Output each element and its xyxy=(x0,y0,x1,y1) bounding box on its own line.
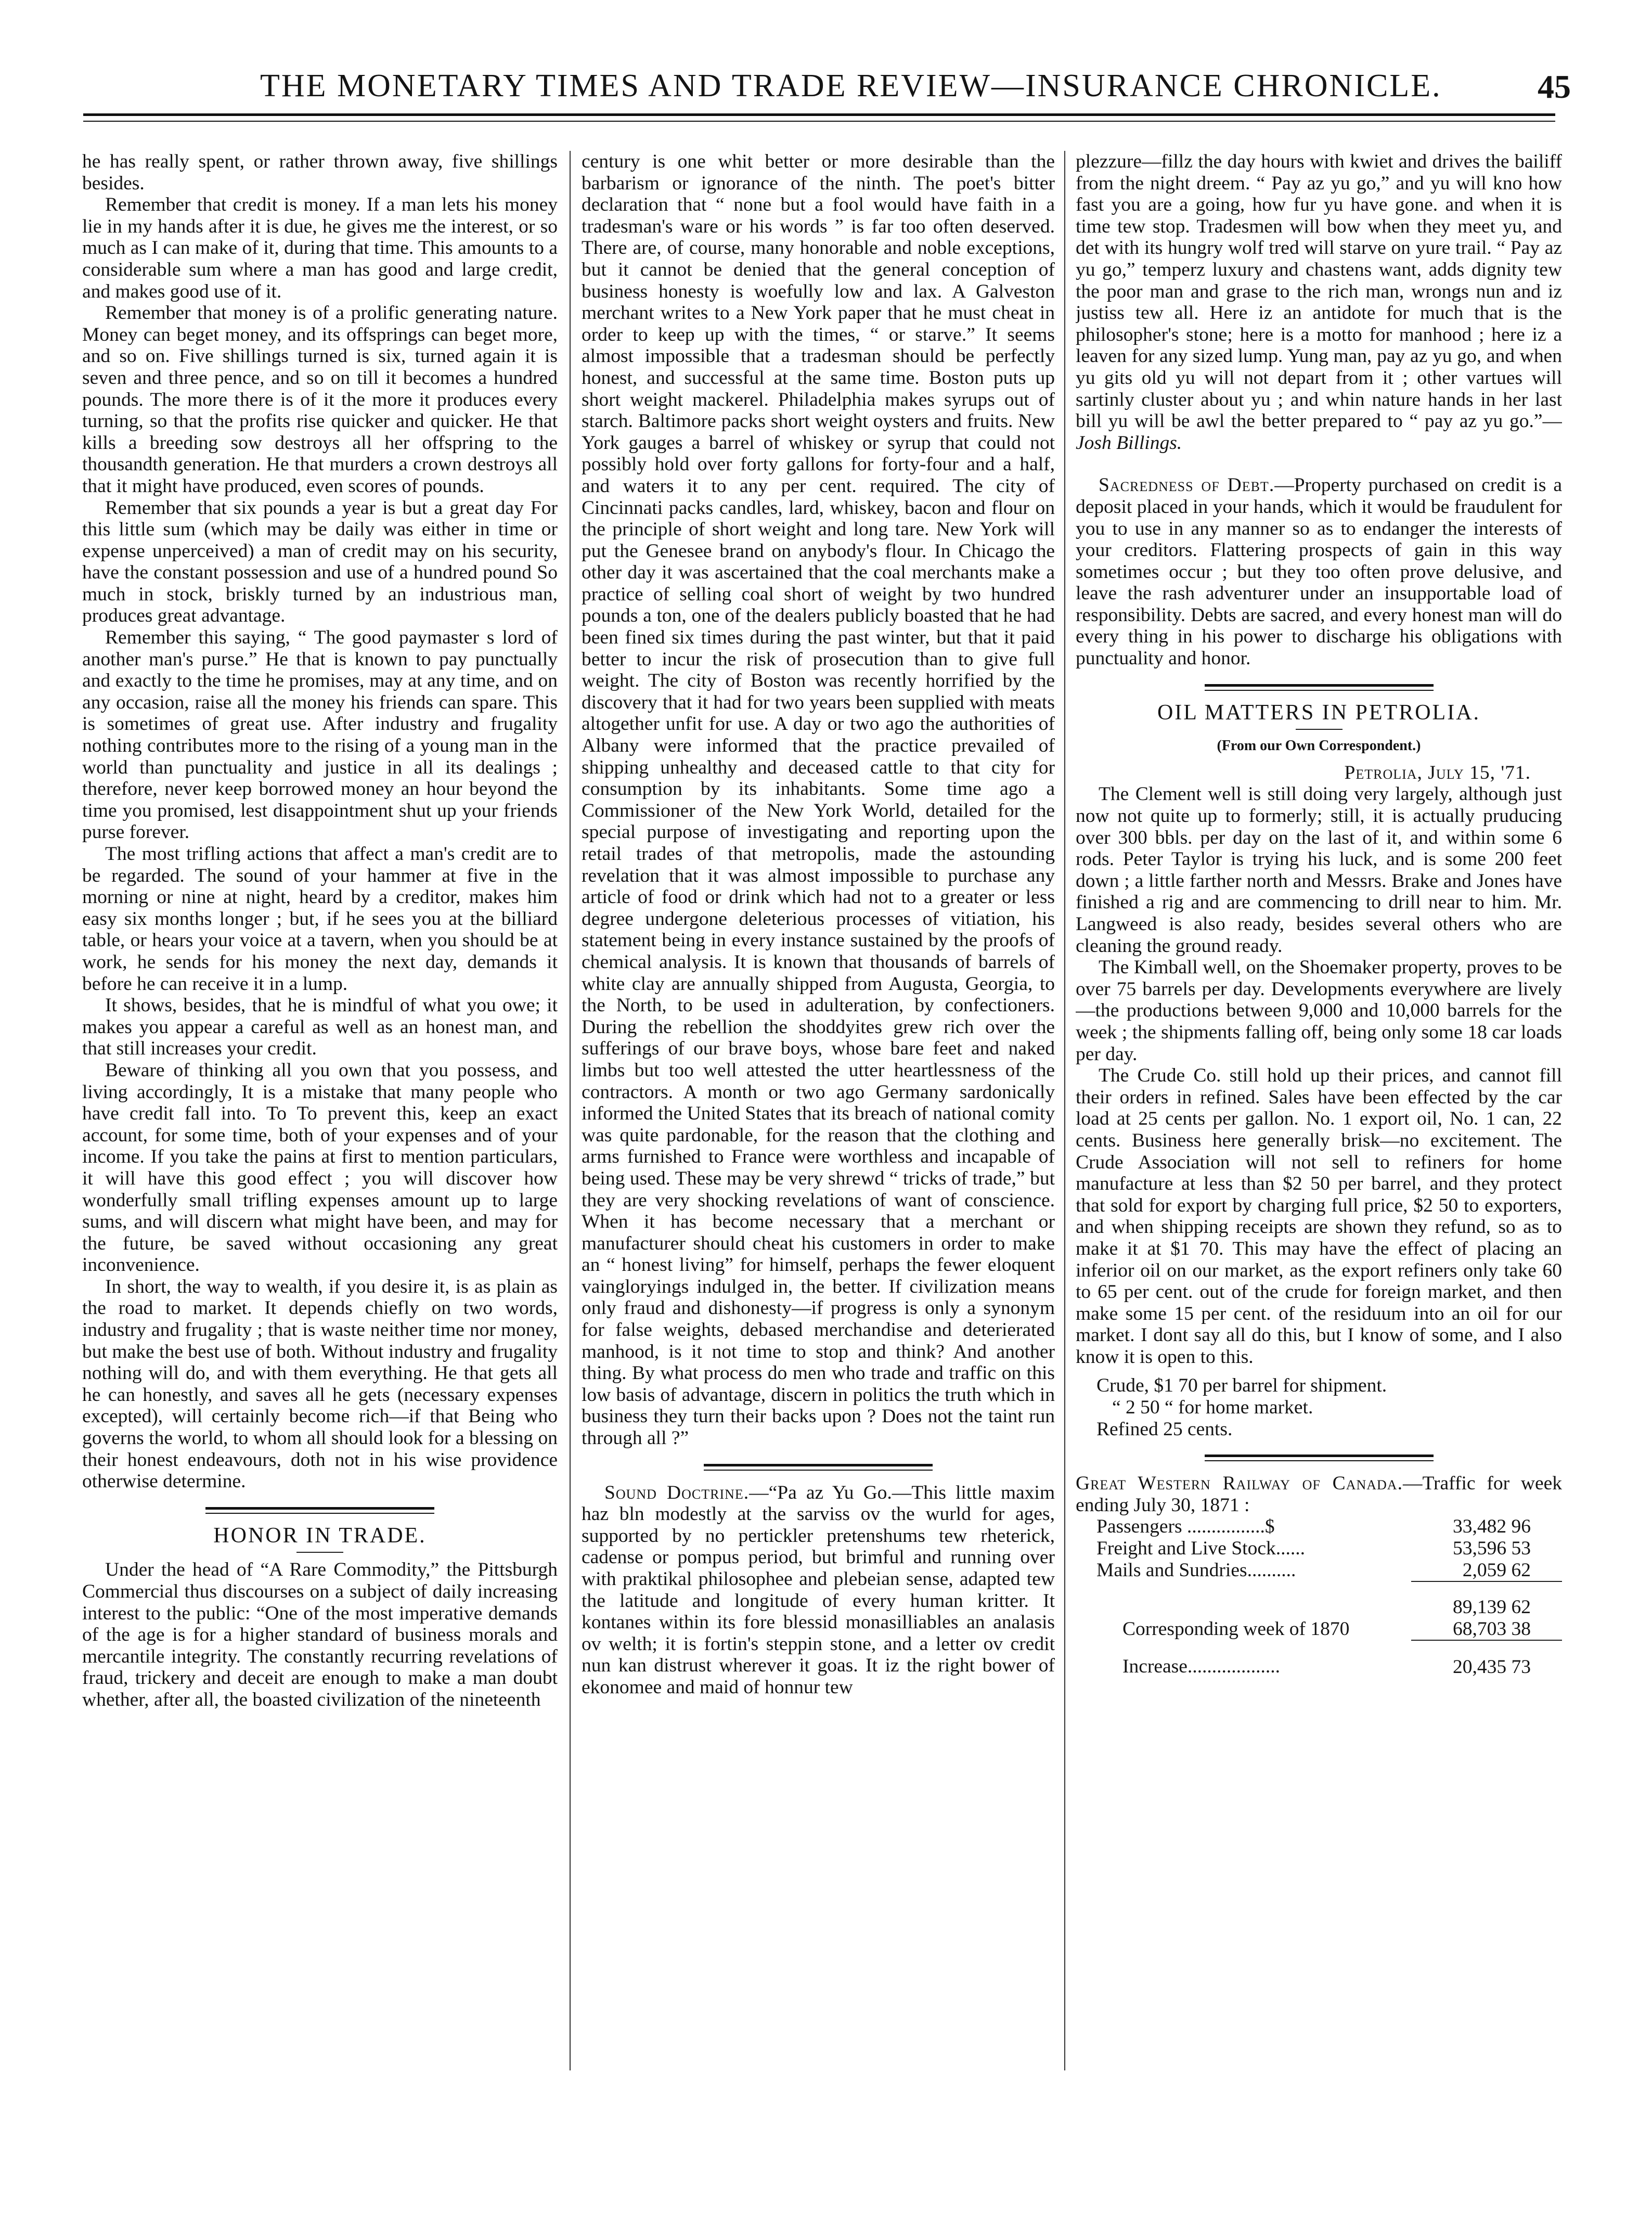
paragraph: The Kimball well, on the Shoemaker property, proves to be over 75 barrels per day. Developments everywhere are lively—the productions between 9,000 and 10,000 barrels for the week ; the shipments falling off, being only some 18 car loads per day. xyxy=(1076,957,1562,1065)
price-line: Refined 25 cents. xyxy=(1096,1418,1233,1440)
table-row xyxy=(1076,1516,1562,1538)
paragraph xyxy=(1076,1473,1562,1516)
paragraph: he has really spent, or rather thrown away, five shillings besides. xyxy=(82,151,558,194)
author-signature: Josh Billings. xyxy=(1076,432,1182,454)
row-value: 33,482 96 xyxy=(1453,1516,1531,1538)
table-row xyxy=(1076,1640,1562,1678)
heading-rule xyxy=(1296,729,1343,730)
header-rule-thin xyxy=(83,121,1555,122)
article-subheading: (From our Own Correspondent.) xyxy=(1217,738,1421,754)
paragraph: Remember that six pounds a year is but a great day For this little sum (which may be daily was either in time or expense unperceived) a man of credit may on his security, have the constant possession and use of a hundred pound So much in stock, briskly turned by an industrious man, produces great advantage. xyxy=(82,497,558,627)
section-divider xyxy=(704,1464,933,1471)
paragraph xyxy=(582,1482,1055,1698)
paragraph: In short, the way to wealth, if you desire it, is as plain as the road to market. It depends chiefly on two words, industry and frugality ; that is waste neither time nor money, but make the best use of both. Without industry and frugality nothing will do, and with them everything. He that gets all he can honestly, and saves all he gets (necessary expenses excepted), will certainly become rich—if that Being who governs the world, to whom all should look for a blessing on their honest endeavours, doth not in his wise providence otherwise determine. xyxy=(82,1276,558,1492)
row-label: Corresponding week of 1870 xyxy=(1122,1618,1350,1640)
article-heading: HONOR IN TRADE. xyxy=(213,1523,427,1548)
row-label: Freight and Live Stock...... xyxy=(1096,1538,1305,1560)
paragraph-text: —Property purchased on credit is a deposit placed in your hands, which it would be fraudulent for you to use in any manner so as to endanger the interests of your creditors. Flattering prospects of gain in this way sometimes occur ; but they too often prove delusive, and leave the rash adventurer under an insupportable load of responsibility. Debts are sacred, and every honest man will do every thing in his power to discharge his obligations with punctuality and honor. xyxy=(1076,474,1562,670)
run-in-heading: Great Western Railway of Canada. xyxy=(1076,1473,1403,1495)
row-value: 53,596 53 xyxy=(1453,1538,1531,1560)
article-heading: OIL MATTERS IN PETROLIA. xyxy=(1157,700,1481,725)
page-title: THE MONETARY TIMES AND TRADE REVIEW—INSURANCE CHRONICLE. xyxy=(260,68,1442,104)
column-3 xyxy=(1076,151,1562,2076)
row-label: Passengers ................$ xyxy=(1096,1516,1275,1538)
table-row xyxy=(1076,1560,1562,1582)
column-2 xyxy=(582,151,1055,2076)
paragraph: It shows, besides, that he is mindful of what you owe; it makes you appear a careful as well as an honest man, and that still increases your credit. xyxy=(82,995,558,1060)
section-divider xyxy=(1205,1454,1434,1461)
row-value: 20,435 73 xyxy=(1411,1640,1562,1678)
run-in-heading: Sacredness of Debt. xyxy=(1099,474,1275,496)
dateline: Petrolia, July 15, '71. xyxy=(1344,762,1531,783)
row-value: 68,703 38 xyxy=(1453,1618,1531,1640)
section-divider xyxy=(205,1507,434,1514)
paragraph: Remember this saying, “ The good paymaster s lord of another man's purse.” He that is known to pay punctually and exactly to the time he promises, may at any time, and on any occasion, raise all the money his friends can spare. This is sometimes of great use. After industry and frugality nothing contributes more to the rising of a young man in the world than punctuality and justice in all its dealings ; therefore, never keep borrowed money an hour beyond the time you promised, lest disappointment shut up your friends purse forever. xyxy=(82,627,558,843)
column-divider xyxy=(570,151,571,2070)
run-in-heading: Sound Doctrine. xyxy=(604,1482,750,1503)
table-row xyxy=(1076,1581,1562,1618)
page-header xyxy=(83,68,1571,109)
table-row xyxy=(1076,1618,1562,1641)
row-label: Mails and Sundries.......... xyxy=(1096,1559,1296,1581)
row-value: 89,139 62 xyxy=(1411,1581,1562,1618)
price-line: Crude, $1 70 per barrel for shipment. xyxy=(1096,1375,1387,1397)
paragraph-text: —“Pa az Yu Go.—This little maxim haz bln modestly at the sarviss ov the wurld for ages, supported by no pertickler pretenshums tew rheterick, cadense or pompus period, but brimful and running over with praktikal philosophee and plebeian sense, adapted tew the latitude and longitude of every human kritter. It kontanes within its fore blessid monasilliables an analasis ov welth; it is fortin's steppin stone, and a letter ov credit nun kan distrust wherever it goas. It iz the right bower of ekonomee and maid of honnur tew xyxy=(582,1482,1055,1698)
page-number: 45 xyxy=(1538,68,1571,105)
paragraph: The Clement well is still doing very largely, although just now not quite up to formerly; still, it is actually pruducing over 300 bbls. per day on the last of it, and within some 6 rods. Peter Taylor is trying his luck, and is some 200 feet down ; a little farther north and Messrs. Brake and Jones have finished a rig and are commencing to drill near to him. Mr. Langweed is also ready, besides several others who are cleaning the ground ready. xyxy=(1076,783,1562,957)
price-line: “ 2 50 “ for home market. xyxy=(1112,1397,1313,1419)
paragraph: Beware of thinking all you own that you possess, and living accordingly, It is a mistake that many people who have credit fall into. To To prevent this, keep an exact account, for some time, both of your expenses and of your income. If you take the pains at first to mention particulars, it will have this good effect ; you will discover how wonderfully small trifling expenses amount up to large sums, and will discern what might have been, and may for the future, be saved without occasioning any great inconvenience. xyxy=(82,1059,558,1276)
paragraph xyxy=(1076,151,1562,454)
heading-rule xyxy=(296,1552,343,1553)
paragraph: century is one whit better or more desirable than the barbarism or ignorance of the ninth. The poet's bitter declaration that “ none but a fool would have faith in a tradesman's ware or his words ” is far too often deserved. There are, of course, many honorable and noble exceptions, but it cannot be denied that the general conception of business honesty is woefully low and lax. A Galveston merchant writes to a New York paper that he must cheat in order to keep up with the times, “ or starve.” It seems almost impossible that a tradesman should be perfectly honest, and successful at the same time. Boston puts up short weight mackerel. Philadelphia makes syrups out of starch. Baltimore packs short weight oysters and fruits. New York gauges a barrel of whiskey or syrup that could not possibly hold over forty gallons for forty-four and a half, and waters it to any per cent. required. The city of Cincinnati packs candles, lard, whiskey, bacon and flour on the principle of short weight and long tare. New York will put the Genesee brand on anybody's flour. In Chicago the other day it was ascertained that the coal merchants make a practice of selling coal short of weight by two hundred pounds a ton, one of the dealers publicly boasted that he had been fined six times during the past winter, but that it paid better to incur the risk of prosecution than to give full weight. The city of Boston was recently horrified by the discovery that it had for two years been supplied with meats altogether unfit for use. A day or two ago the authorities of Albany were informed that the practice prevailed of shipping unhealthy and deceased cattle to that city for consumption by its inhabitants. Some time ago a Commissioner of the New York World, detailed for the special purpose of investigating and reporting upon the retail trades of that metropolis, made the astounding revelation that it was almost impossible to purchase any article of food or drink which had not to a greater or less degree undergone deleterious processes of vitiation, his statement being in every instance sustained by the proofs of chemical analysis. It is known that thousands of barrels of white clay are annually shipped from Augusta, Georgia, to the North, to be used in adulteration, by confectioners. During the rebellion the shoddyites grew rich over the sufferings of our brave boys, whose bare feet and naked limbs but too well attested the utter heartlessness of the contractors. A month or two ago Germany sardonically informed the United States that its breach of national comity was quite pardonable, for the reason that the clothing and arms furnished to France were worthless and incapable of being used. These may be very shrewd “ tricks of trade,” but they are very shocking revelations of want of conscience. When it has become necessary that a merchant or manufacturer should cheat his customers in order to make an “ honest living” for himself, perhaps the fewer eloquent vaingloryings indulged in, the better. If civilization means only fraud and dishonesty—if progress is only a synonym for false weights, debased merchandise and deterierated manhood, is it not time to stop and think? And another thing. By what process do men who trade and traffic on this low basis of advantage, discern in politics the truth which in business they turn their backs upon ? Does not the taint run through all ?” xyxy=(582,151,1055,1449)
paragraph: Remember that money is of a prolific generating nature. Money can beget money, and its offsprings can beget more, and so on. Five shillings turned is six, turned again it is seven and three pence, and so on till it becomes a hundred pounds. The more there is of it the more it produces every turning, so that the profits rise quicker and quicker. He that kills a breeding sow destroys all her offspring to the thousandth generation. He that murders a crown destroys all that it might have produced, even scores of pounds. xyxy=(82,302,558,497)
paragraph: The most trifling actions that affect a man's credit are to be regarded. The sound of your hammer at five in the morning or nine at night, heard by a creditor, makes him easy six months longer ; but, if he sees you at the billiard table, or hears your voice at a tavern, when you should be at work, he sends for his money the next day, demands it before he can receive it in a lump. xyxy=(82,843,558,995)
column-divider xyxy=(1064,151,1065,2070)
paragraph: The Crude Co. still hold up their prices, and cannot fill their orders in refined. Sales have been effected by the car load at 25 cents per gallon. No. 1 export oil, No. 1 can, 22 cents. Business here generally brisk—no excitement. The Crude Association will not sell to refiners for home manufacture at less than $2 50 per barrel, and they protect that sold for export by charging full price, $2 50 to exporters, and when shipping receipts are shown they refund, so as to make it at $1 70. This may have the effect of placing an inferior oil on our market, as the export refiners only take 60 to 65 per cent. out of the crude for foreign market, and then make some 15 per cent. of the residuum into an oil for our market. I dont say all do this, but I know of some, and I also know it is open to this. xyxy=(1076,1065,1562,1368)
table-row xyxy=(1076,1538,1562,1560)
paragraph xyxy=(1076,474,1562,669)
price-list xyxy=(1076,1375,1562,1440)
paragraph: Remember that credit is money. If a man lets his money lie in my hands after it is due, he gives me the interest, or so much as I can make of it, during that time. This amounts to a considerable sum where a man has good and large credit, and makes good use of it. xyxy=(82,194,558,302)
paragraph-text: —Traffic for week ending July 30, 1871 : xyxy=(1076,1473,1562,1516)
row-label: Increase................... xyxy=(1122,1656,1281,1678)
paragraph: Under the head of “A Rare Commodity,” the Pittsburgh Commercial thus discourses on a subject of daily increasing interest to the public: “One of the most imperative demands of the age is for a higher standard of business morals and mercantile integrity. The constantly recurring revelations of fraud, trickery and deceit are enough to make a man doubt whether, after all, the boasted civilization of the nineteenth xyxy=(82,1559,558,1710)
paragraph-text: plezzure—fillz the day hours with kwiet and drives the bailiff from the night dreem. “ Pay az yu go,” and yu will kno how fast you are a going, how fur yu have gone. and when it is time tew stop. Tradesmen will bow when they meet yu, and det with its hungry wolf tred will starve on yure trail. “ Pay az yu go,” temperz luxury and chastens want, adds dignity tew the poor man and grase to the rich man, wrongs nun and iz justiss tew all. Here iz an antidote for much that is the philosopher's stone; here is a motto for manhood ; here iz a leaven for any sized lump. Yung man, pay az yu go, and when yu gits old yu will not depart from it ; other vartues will sartinly cluster about yu ; and whin nature hands in her last bill yu will be awl the better prepared to “ pay az yu go.”— xyxy=(1076,151,1562,432)
column-1 xyxy=(82,151,558,2076)
row-value: 2,059 62 xyxy=(1462,1559,1531,1581)
traffic-table xyxy=(1076,1516,1562,1678)
section-divider xyxy=(1205,684,1434,691)
header-rule xyxy=(83,113,1555,116)
